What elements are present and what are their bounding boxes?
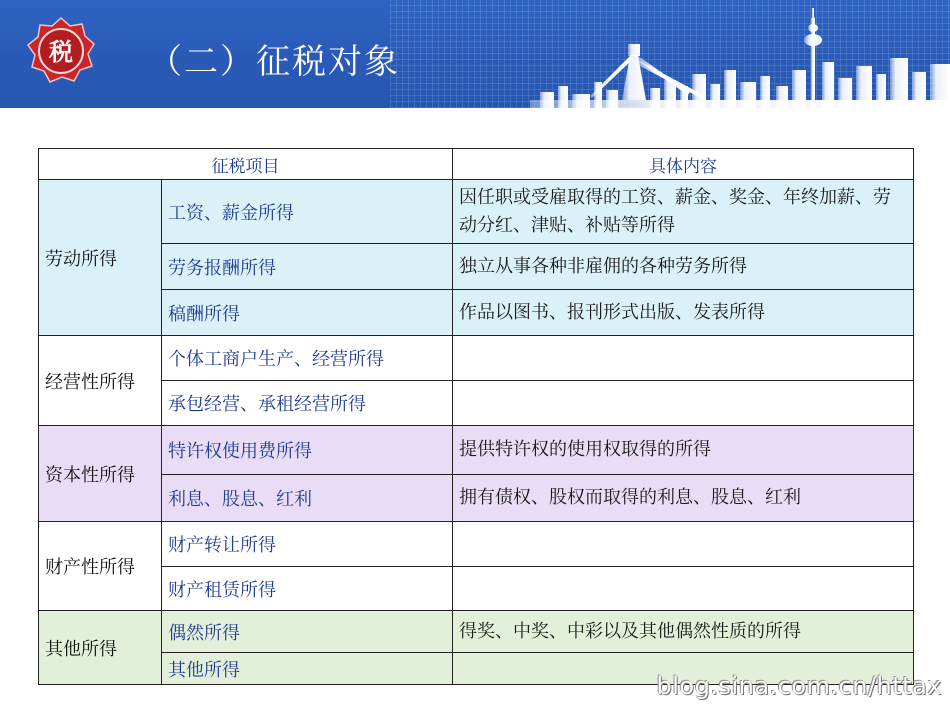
table-row [39,611,914,653]
slide-header [0,0,950,108]
content-cell: 作品以图书、报刊形式出版、发表所得 [453,290,914,336]
content-cell [453,567,914,611]
content-cell: 提供特许权的使用权取得的所得 [453,426,914,475]
tax-object-table [38,148,914,685]
item-cell: 劳务报酬所得 [162,244,453,290]
item-cell: 其他所得 [162,653,453,685]
header-content: 具体内容 [453,149,914,180]
table-row [39,336,914,381]
content-cell [453,336,914,381]
content-cell: 拥有债权、股权而取得的利息、股息、红利 [453,475,914,522]
table-row [39,522,914,567]
page-title: （二）征税对象 [148,42,400,82]
table-row [39,244,914,290]
category-cell: 劳动所得 [39,180,162,336]
table-row [39,567,914,611]
content-cell: 得奖、中奖、中彩以及其他偶然性质的所得 [453,611,914,653]
item-cell: 财产租赁所得 [162,567,453,611]
content-cell [453,522,914,567]
category-cell: 经营性所得 [39,336,162,426]
item-cell: 承包经营、承租经营所得 [162,381,453,426]
item-cell: 工资、薪金所得 [162,180,453,244]
category-cell: 资本性所得 [39,426,162,522]
header-tax-item: 征税项目 [39,149,453,180]
item-cell: 稿酬所得 [162,290,453,336]
logo-text: 税 [49,38,73,66]
content-cell [453,381,914,426]
content-cell: 独立从事各种非雇佣的各种劳务所得 [453,244,914,290]
item-cell: 利息、股息、红利 [162,475,453,522]
content-cell: 因任职或受雇取得的工资、薪金、奖金、年终加薪、劳动分红、津贴、补贴等所得 [453,180,914,244]
table-row [39,475,914,522]
tax-logo-icon [26,16,96,86]
item-cell: 特许权使用费所得 [162,426,453,475]
city-skyline-image [530,0,950,108]
category-cell: 财产性所得 [39,522,162,611]
category-cell: 其他所得 [39,611,162,685]
table-row [39,180,914,244]
table-header-row [39,149,914,180]
table-row [39,426,914,475]
item-cell: 个体工商户生产、经营所得 [162,336,453,381]
table-row [39,290,914,336]
item-cell: 偶然所得 [162,611,453,653]
watermark-text: blog.sina.com.cn/httax [656,672,942,700]
item-cell: 财产转让所得 [162,522,453,567]
table-row [39,381,914,426]
